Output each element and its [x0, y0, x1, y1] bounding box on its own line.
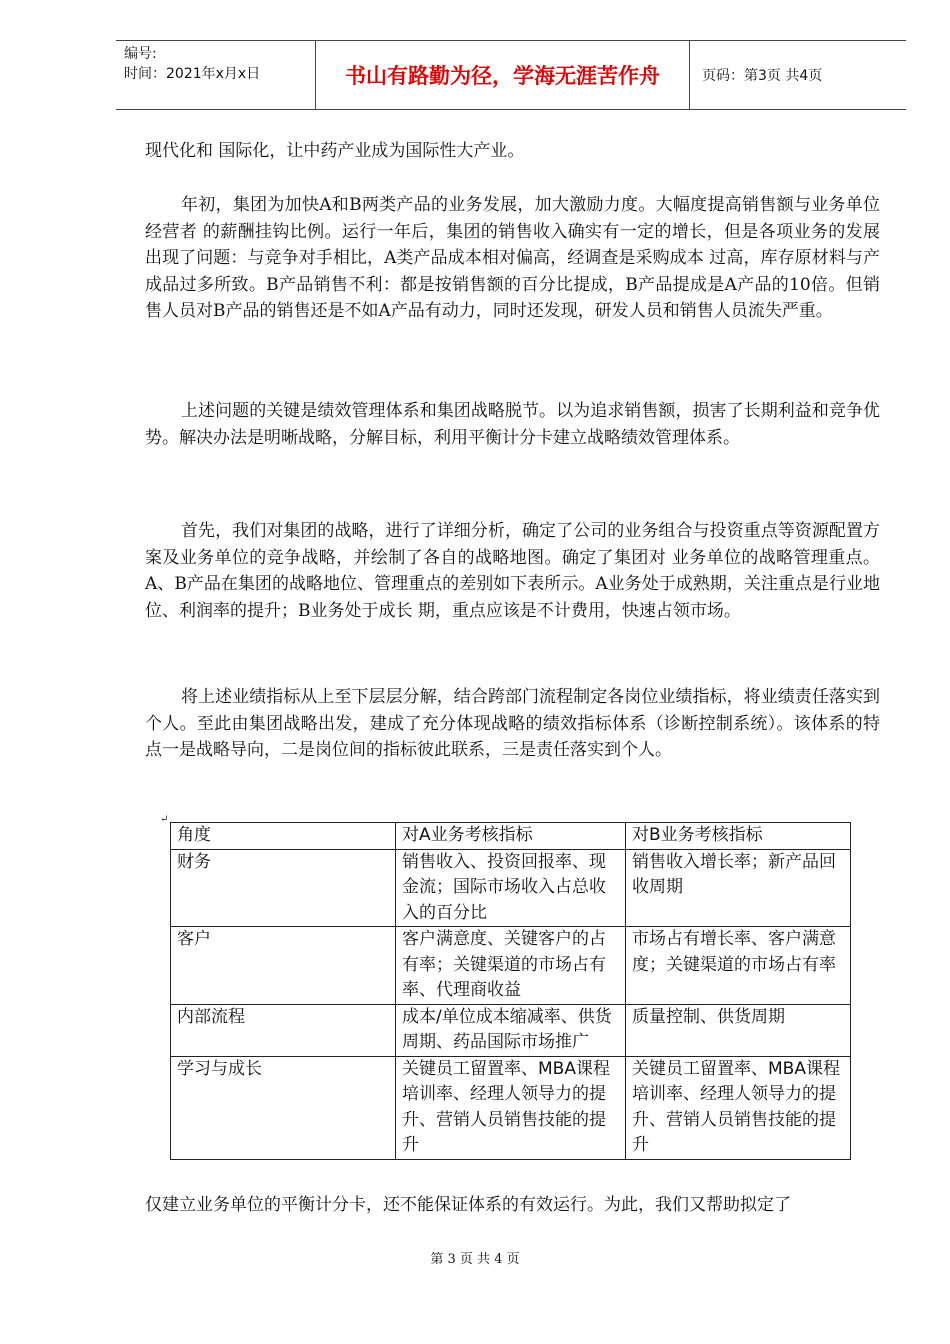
- table-cell-perspective: 学习与成长: [171, 1056, 396, 1159]
- table-cell-a-indicators: 销售收入、投资回报率、现金流；国际市场收入占总收入的百分比: [396, 849, 626, 927]
- indicator-table: [170, 822, 851, 1160]
- page-header: [116, 40, 906, 110]
- paragraph-indicator-system: 将上述业绩指标从上至下层层分解，结合跨部门流程制定各岗位业绩指标，将业绩责任落实到个人。至此由集团战略出发，建成了充分体现战略的绩效指标体系（诊断控制系统）。该体系的特点一是战略导向，二是岗位间的指标彼此联系，三是责任落实到个人。: [145, 687, 880, 761]
- table-cell-b-indicators: 关键员工留置率、MBA课程培训率、经理人领导力的提升、营销人员销售技能的提升: [626, 1056, 851, 1159]
- table-header-cell: 对B业务考核指标: [626, 823, 851, 850]
- table-row: [171, 927, 851, 1005]
- table-row: [171, 849, 851, 927]
- table-header-cell: 对A业务考核指标: [396, 823, 626, 850]
- table-cell-b-indicators: 销售收入增长率；新产品回收周期: [626, 849, 851, 927]
- paragraph-closing: 仅建立业务单位的平衡计分卡，还不能保证体系的有效运行。为此，我们又帮助拟定了: [145, 1195, 791, 1215]
- header-meta: [116, 41, 316, 109]
- table-cell-b-indicators: 质量控制、供货周期: [626, 1004, 851, 1056]
- table-row: [171, 1056, 851, 1159]
- table-cell-a-indicators: 客户满意度、关键客户的占有率；关键渠道的市场占有率、代理商收益: [396, 927, 626, 1005]
- table-cell-b-indicators: 市场占有增长率、客户满意度；关键渠道的市场占有率: [626, 927, 851, 1005]
- paragraph-strategy: 首先，我们对集团的战略，进行了详细分析，确定了公司的业务组合与投资重点等资源配置方案及业务单位的竞争战略，并绘制了各自的战略地图。确定了集团对 业务单位的战略管理重点。A、B产品在集团的战略地位、管理重点的差别如下表所示。A业务处于成熟期，关注重点是行业地位、利润率的提升；B业务处于成长 期，重点应该是不计费用，快速占领市场。: [145, 521, 880, 621]
- document-number-label: 编号:: [124, 46, 157, 62]
- table-cell-a-indicators: 关键员工留置率、MBA课程培训率、经理人领导力的提升、营销人员销售技能的提升: [396, 1056, 626, 1159]
- table-header-row: [171, 823, 851, 850]
- header-page-label: 页码：第3页 共4页: [702, 68, 823, 84]
- table-header-cell: 角度: [171, 823, 396, 850]
- table-row: [171, 1004, 851, 1056]
- table-cell-a-indicators: 成本/单位成本缩减率、供货周期、药品国际市场推广: [396, 1004, 626, 1056]
- paragraph-background: 年初，集团为加快A和B两类产品的业务发展，加大激励力度。大幅度提高销售额与业务单位经营者 的薪酬挂钩比例。运行一年后，集团的销售收入确实有一定的增长，但是各项业务的发展出现了问题：与竞争对手相比，A类产品成本相对偏高，经调查是采购成本 过高，库存原材料与产成品过多所致。B产品销售不利：都是按销售额的百分比提成，B产品提成是A产品的10倍。但销售人员对B产品的销售还是不如A产品有动力，同时还发现，研发人员和销售人员流失严重。: [145, 195, 880, 322]
- document-time-label: 时间：2021年x月x日: [124, 66, 261, 82]
- page-footer: 第 3 页 共 4 页: [430, 1252, 520, 1267]
- paragraph-problem-analysis: 上述问题的关键是绩效管理体系和集团战略脱节。以为追求销售额，损害了长期利益和竞争优势。解决办法是明晰战略，分解目标，利用平衡计分卡建立战略绩效管理体系。: [145, 401, 880, 448]
- table-cell-perspective: 财务: [171, 849, 396, 927]
- paragraph-continuation: 现代化和 国际化，让中药产业成为国际性大产业。: [145, 141, 525, 161]
- header-motto: 书山有路勤为径，学海无涯苦作舟: [316, 41, 690, 109]
- table-cell-perspective: 内部流程: [171, 1004, 396, 1056]
- paragraph-mark-icon: ↵: [160, 814, 169, 825]
- table-cell-perspective: 客户: [171, 927, 396, 1005]
